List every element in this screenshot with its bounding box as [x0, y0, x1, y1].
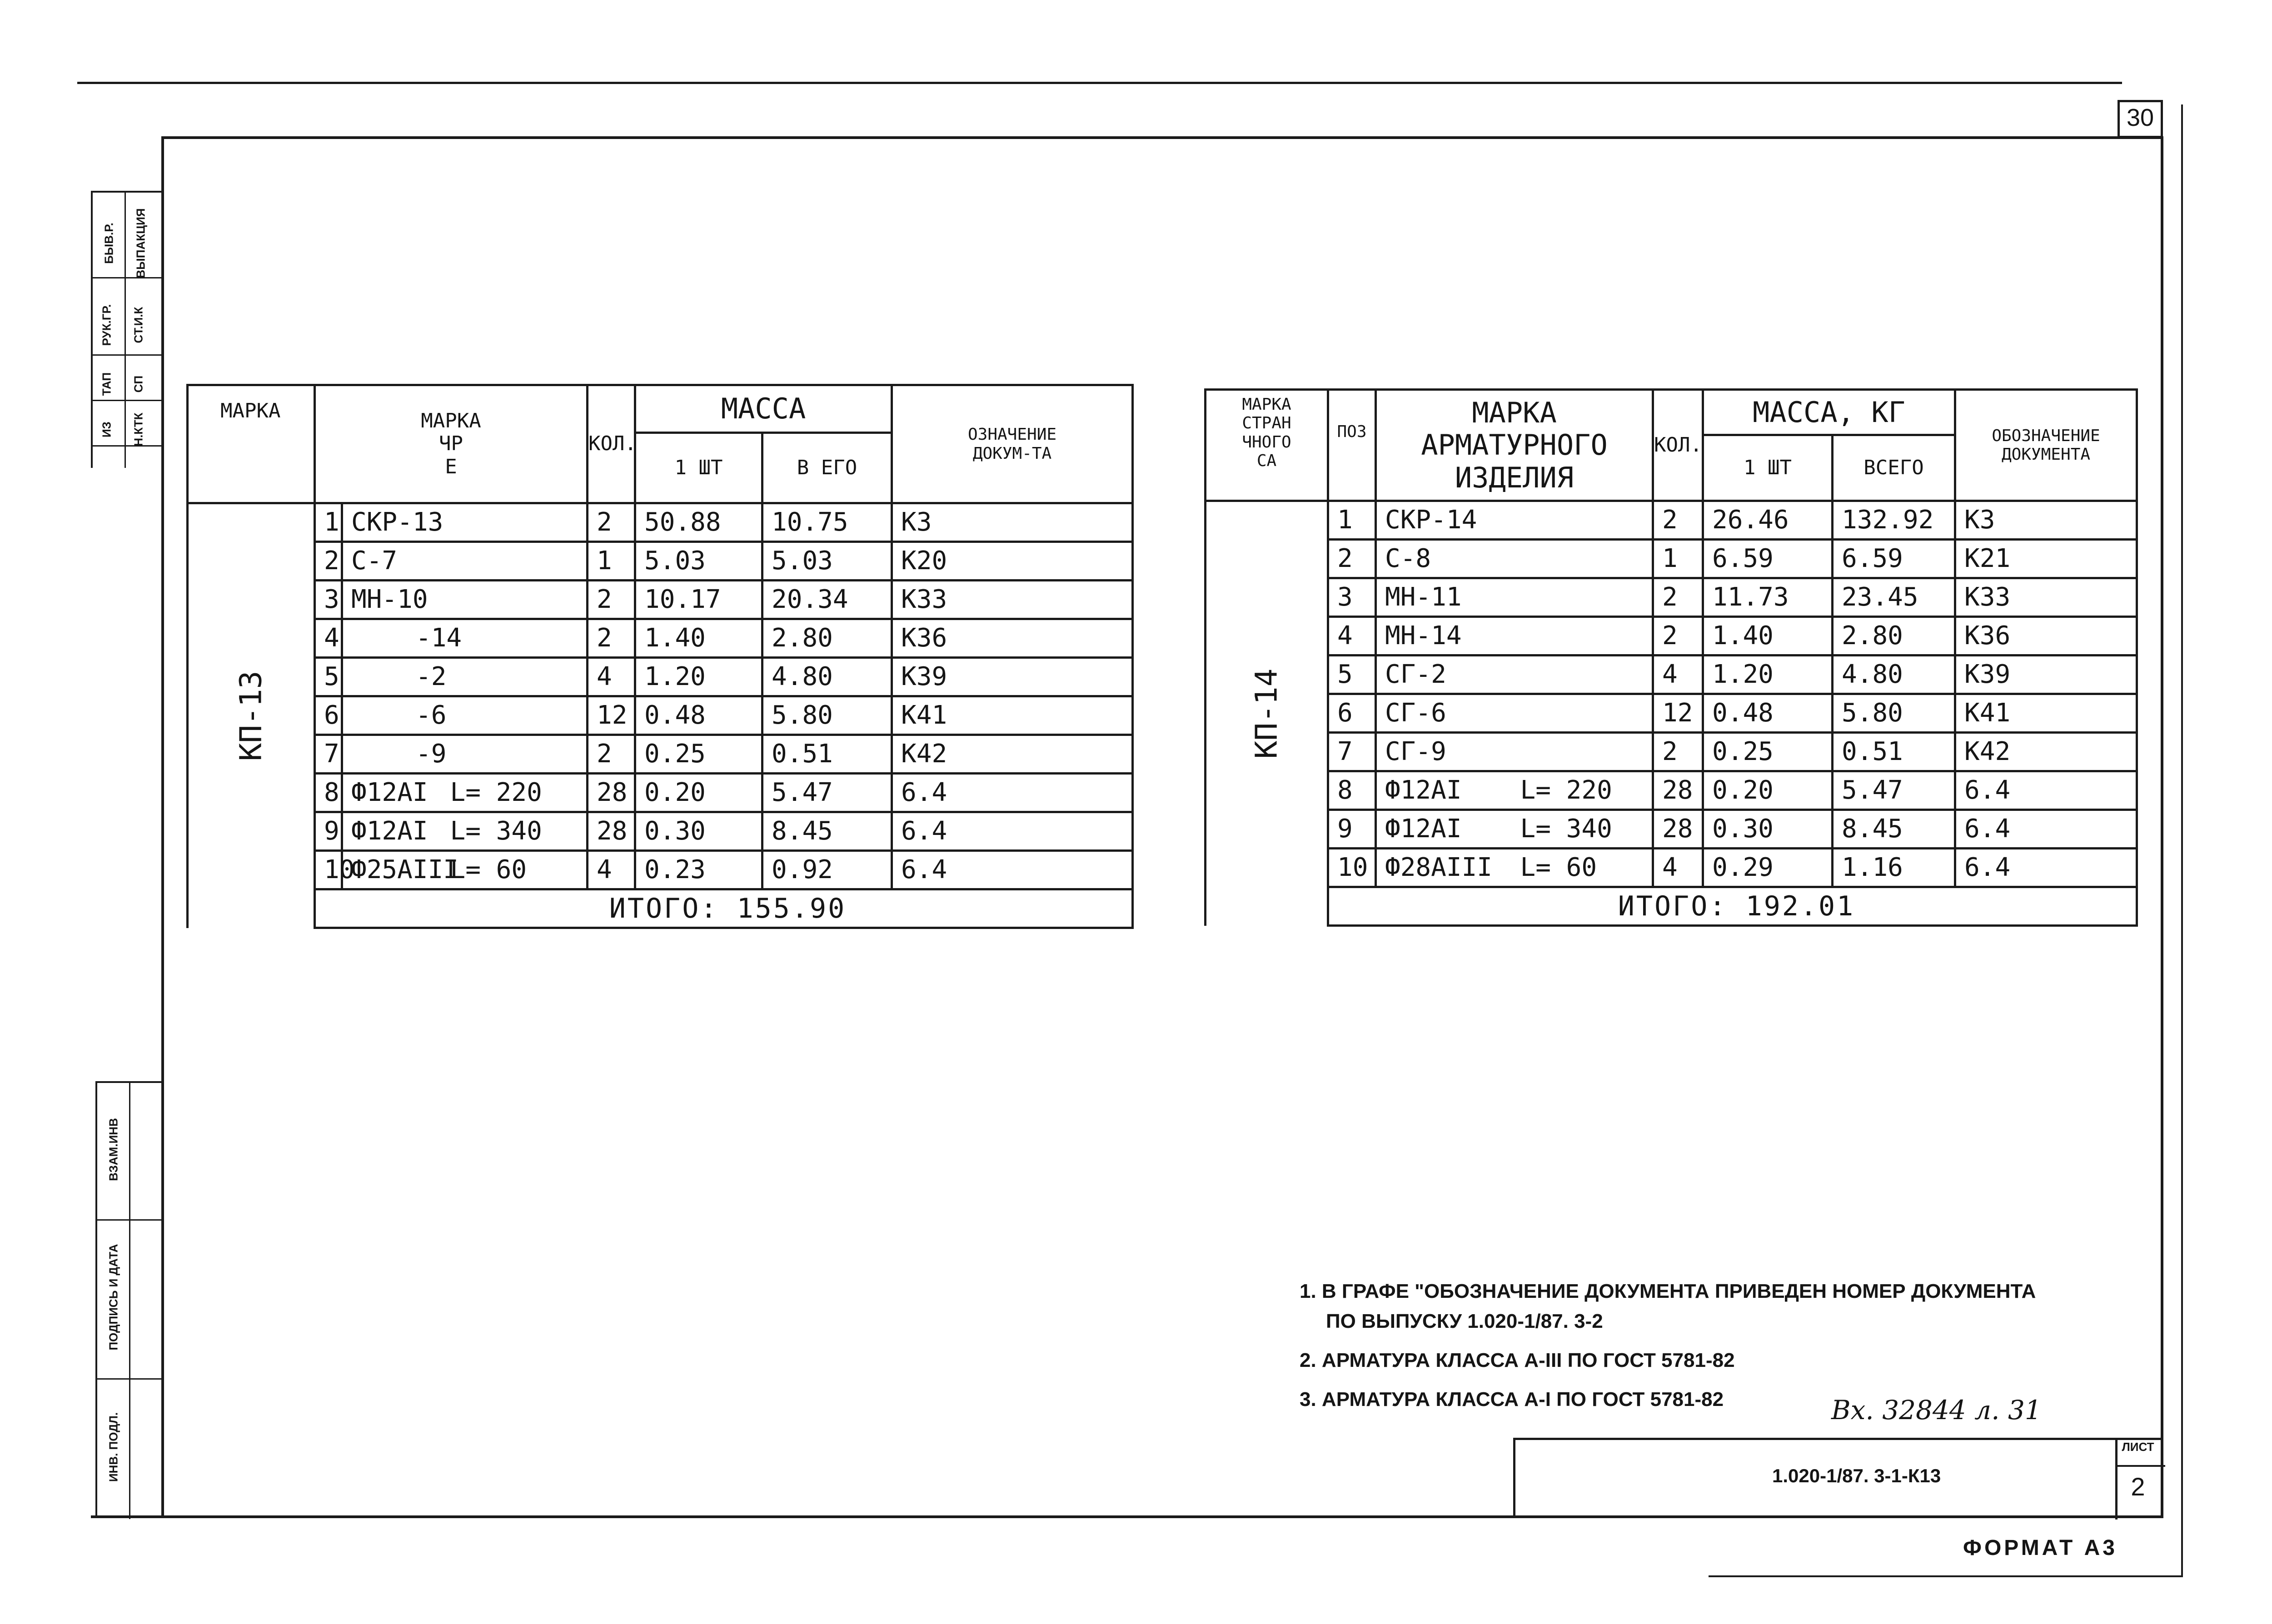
strip-label-iz: ИЗ: [100, 422, 114, 437]
group-label-kp14: КП-14: [1206, 501, 1328, 926]
doc-code: 1.020-1/87. 3-1-К13: [1772, 1465, 1941, 1486]
header-marka-izdeliya-r: МАРКА АРМАТУРНОГО ИЗДЕЛИЯ: [1376, 390, 1653, 501]
header-marka: МАРКА: [188, 385, 315, 503]
left-strip-bottom: [95, 1081, 161, 1517]
table-row: 2 С-8 1 6.59 6.59 К21: [1206, 540, 2137, 578]
bottom-edge-line: [1709, 1575, 2183, 1577]
table-row: 5 -2 4 1.20 4.80 К39: [188, 658, 1133, 696]
spec-table-kp13: [186, 384, 1134, 929]
table-row: 3 МН-11 2 11.73 23.45 К33: [1206, 578, 2137, 617]
strip-label-vzam-inv: ВЗАМ.ИНВ: [106, 1118, 120, 1181]
sheet-number: 2: [2131, 1472, 2145, 1501]
table-row: 6 -6 12 0.48 5.80 К41: [188, 696, 1133, 735]
strip-label-sp: СП: [131, 375, 145, 393]
header-marka-izdeliya: МАРКА ЧР Е: [315, 385, 588, 503]
table-row: 10 Ф25АIII L= 60 4 0.23 0.92 6.4: [188, 851, 1133, 889]
note-2: 2. АРМАТУРА КЛАССА А-III ПО ГОСТ 5781-82: [1300, 1349, 1735, 1371]
format-label: ФОРМАТ А3: [1963, 1536, 2118, 1560]
header-oboznachenie: ОЗНАЧЕНИЕ ДОКУМ-ТА: [892, 385, 1133, 503]
strip-label-vypakciya: ВЫПАКЦИЯ: [134, 208, 148, 278]
header-marka-r: МАРКА СТРАН ЧНОГО СА: [1206, 390, 1328, 501]
table-row: 4 МН-14 2 1.40 2.80 К36: [1206, 617, 2137, 656]
strip-label-st-ik: СТ.И.К: [131, 307, 145, 343]
handwritten-stamp: Вх. 32844 л. 31: [1831, 1395, 2042, 1425]
table-row: КП-13 1 СКР-13 2 50.88 10.75 К3: [188, 503, 1133, 542]
table-row: 8 Ф12АI L= 220 28 0.20 5.47 6.4: [188, 774, 1133, 812]
table-row: 5 СГ-2 4 1.20 4.80 К39: [1206, 656, 2137, 694]
table-row: КП-14 1 СКР-14 2 26.46 132.92 К3: [1206, 501, 2137, 540]
total-row: [188, 889, 1133, 928]
note-1-cont: ПО ВЫПУСКУ 1.020-1/87. 3-2: [1326, 1310, 1603, 1332]
strip-label-podpis-data: ПОДПИСЬ И ДАТА: [106, 1244, 120, 1351]
total-kp13: ИТОГО: 155.90: [315, 889, 1133, 928]
spec-table-kp14: [1204, 388, 2138, 927]
table-row: 3 МН-10 2 10.17 20.34 К33: [188, 581, 1133, 619]
header-mass-total: В ЕГО: [762, 433, 892, 503]
table-row: 9 Ф12АI L= 340 28 0.30 8.45 6.4: [1206, 810, 2137, 849]
strip-label-inv-podl: ИНВ. ПОДЛ.: [106, 1412, 120, 1482]
header-kol-r: КОЛ.: [1653, 390, 1703, 501]
header-massa-kg: МАССА, КГ: [1703, 390, 1955, 435]
header-poz: ПОЗ: [1328, 390, 1376, 501]
frame-top-line: [161, 136, 2163, 139]
table-row: 9 Ф12АI L= 340 28 0.30 8.45 6.4: [188, 812, 1133, 851]
header-mass-unit-r: 1 ШТ: [1703, 435, 1833, 501]
table-row: 10 Ф28АIII L= 60 4 0.29 1.16 6.4: [1206, 849, 2137, 887]
group-label-kp13: КП-13: [188, 503, 315, 928]
table-row: 7 -9 2 0.25 0.51 К42: [188, 735, 1133, 774]
table-row: 7 СГ-9 2 0.25 0.51 К42: [1206, 733, 2137, 771]
sheet-label: ЛИСТ: [2122, 1440, 2154, 1454]
table-row: 8 Ф12АI L= 220 28 0.20 5.47 6.4: [1206, 771, 2137, 810]
header-massa: МАССА: [635, 385, 892, 433]
total-kp14: ИТОГО: 192.01: [1328, 887, 2137, 926]
page-number: 30: [2126, 104, 2154, 131]
note-3: 3. АРМАТУРА КЛАССА А-I ПО ГОСТ 5781-82: [1300, 1388, 1724, 1410]
strip-label-tap: ТАП: [100, 372, 114, 396]
outer-right-line: [2181, 104, 2183, 1576]
notes-block: [1300, 1276, 2036, 1415]
strip-label-ruk-gr: РУК.ГР.: [100, 304, 114, 346]
table-row: 2 С-7 1 5.03 5.03 К20: [188, 542, 1133, 581]
header-oboznachenie-r: ОБОЗНАЧЕНИЕ ДОКУМЕНТА: [1955, 390, 2137, 501]
table-row: 6 СГ-6 12 0.48 5.80 К41: [1206, 694, 2137, 733]
strip-label-n-ktk: Н.КТК: [131, 412, 145, 447]
header-mass-total-r: ВСЕГО: [1833, 435, 1955, 501]
strip-label-byv: БЫВ.Р.: [102, 223, 116, 264]
note-1: 1. В ГРАФЕ "ОБОЗНАЧЕНИЕ ДОКУМЕНТА ПРИВЕДЕН НОМЕР ДОКУМЕНТА: [1300, 1280, 2036, 1302]
frame-right-line: [2161, 136, 2163, 1517]
table-row: 4 -14 2 1.40 2.80 К36: [188, 619, 1133, 658]
total-row: [1206, 887, 2137, 926]
top-edge-line: [77, 82, 2122, 84]
header-mass-unit: 1 ШТ: [635, 433, 762, 503]
header-kol: КОЛ.: [588, 385, 635, 503]
